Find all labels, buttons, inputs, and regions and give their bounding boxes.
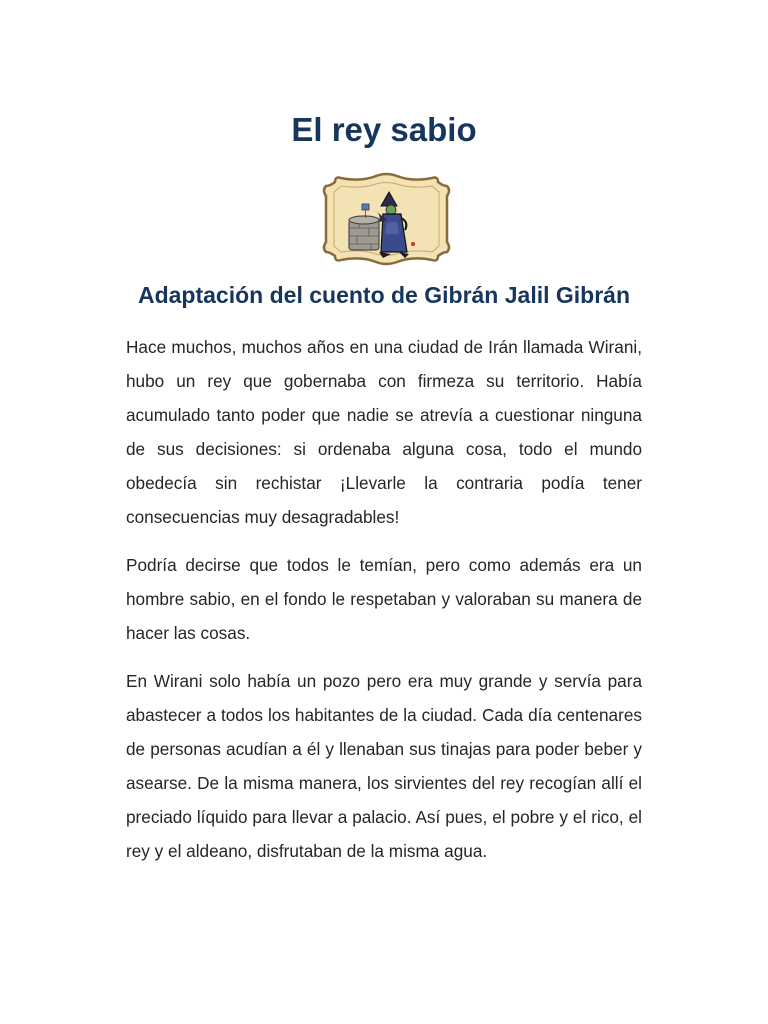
document-subtitle: Adaptación del cuento de Gibrán Jalil Gibrán: [137, 282, 631, 308]
story-paragraph: En Wirani solo había un pozo pero era muy grande y servía para abastecer a todos los habitantes de la ciudad. Cada día centenares de personas acudían a él y llenaban sus tinajas para poder beber y asearse. De la misma manera, los sirvientes del rey recogían allí el preciado líquido para llevar a palacio. Así pues, el pobre y el rico, el rey y el aldeano, disfrutaban de la misma agua.: [126, 671, 642, 861]
story-body: [126, 330, 642, 882]
document-title: El rey sabio: [291, 111, 477, 148]
story-paragraph: Podría decirse que todos le temían, pero como además era un hombre sabio, en el fondo le respetaban y valoraban su manera de hacer las cosas.: [126, 555, 642, 643]
witch-at-well-icon: [321, 172, 452, 266]
story-paragraph: Hace muchos, muchos años en una ciudad de Irán llamada Wirani, hubo un rey que gobernaba con firmeza su territorio. Había acumulado tanto poder que nadie se atrevía a cuestionar ninguna de sus decisiones: si ordenaba alguna cosa, todo el mundo obedecía sin rechistar ¡Llevarle la contraria podía tener consecuencias muy desagradables!: [126, 337, 642, 527]
